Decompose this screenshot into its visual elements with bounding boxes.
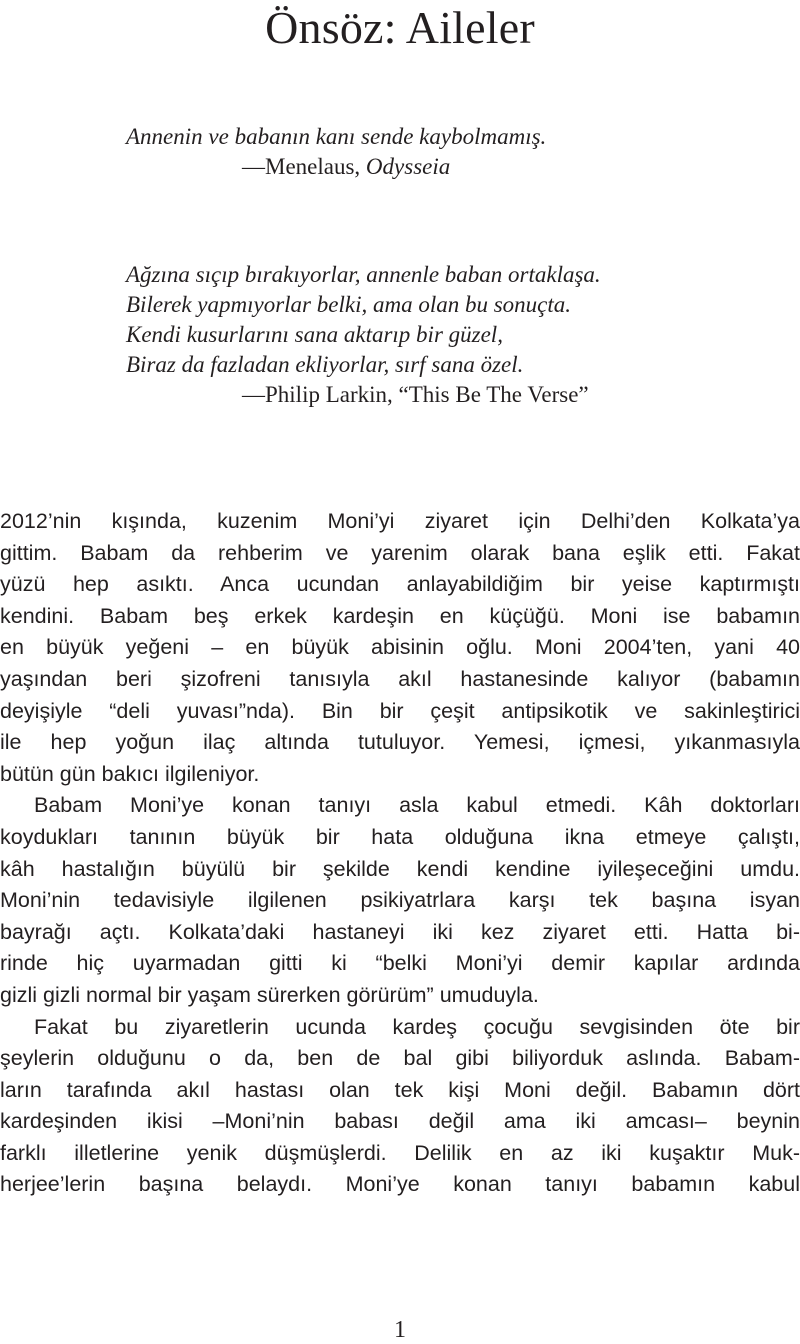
- epigraph-attribution: [126, 380, 780, 410]
- body-line: koydukları tanının büyük bir hata olduğuna ikna etmeye çalıştı,: [0, 824, 800, 849]
- body-line: gizli gizli normal bir yaşam sürerken görürüm” umuduyla.: [0, 982, 539, 1007]
- body-line: kardeşinden ikisi –Moni’nin babası değil ama iki amcası– beynin: [0, 1109, 800, 1134]
- body-line: bayrağı açtı. Kolkata’daki hastaneyi iki kez ziyaret etti. Hatta bi-: [0, 919, 800, 944]
- body-line: gittim. Babam da rehberim ve yarenim olarak bana eşlik etti. Fakat: [0, 540, 800, 565]
- body-line: ların tarafında akıl hastası olan tek kişi Moni değil. Babamın dört: [0, 1077, 800, 1102]
- attribution-author: —Menelaus,: [242, 154, 366, 179]
- epigraph-line: Biraz da fazladan ekliyorlar, sırf sana özel.: [126, 352, 524, 377]
- epigraph-odysseia: [126, 122, 780, 182]
- attribution-work: Odysseia: [365, 154, 451, 179]
- body-line: herjee’lerin başına belaydı. Moni’ye konan tanıyı babamın kabul: [0, 1172, 800, 1197]
- body-line: Fakat bu ziyaretlerin ucunda kardeş çocuğu sevgisinden öte bir: [34, 1014, 800, 1039]
- epigraph-line: Bilerek yapmıyorlar belki, ama olan bu sonuçta.: [126, 292, 572, 317]
- body-line: ile hep yoğun ilaç altında tutuluyor. Yemesi, içmesi, yıkanmasıyla: [0, 730, 800, 755]
- body-line: yüzü hep asıktı. Anca ucundan anlayabildiğim bir yeise kaptırmıştı: [0, 572, 800, 597]
- body-line: 2012’nin kışında, kuzenim Moni’yi ziyaret için Delhi’den Kolkata’ya: [0, 509, 800, 533]
- body-line: farklı illetlerine yenik düşmüşlerdi. Delilik en az iki kuşaktır Muk-: [0, 1140, 800, 1165]
- epigraph-attribution: [126, 152, 780, 182]
- chapter-title: Önsöz: Aileler: [265, 2, 535, 53]
- epigraph-line: Ağzına sıçıp bırakıyorlar, annenle baban ortaklaşa.: [126, 262, 601, 287]
- attribution-author: —Philip Larkin, “This Be The Verse”: [242, 382, 589, 407]
- body-line: kendini. Babam beş erkek kardeşin en küçüğü. Moni ise babamın: [0, 603, 800, 628]
- body-line: yaşından beri şizofreni tanısıyla akıl hastanesinde kalıyor (babamın: [0, 666, 800, 691]
- body-line: Moni’nin tedavisiyle ilgilenen psikiyatrlara karşı tek başına isyan: [0, 888, 800, 913]
- body-line: şeylerin olduğunu o da, ben de bal gibi biliyorduk aslında. Babam-: [0, 1046, 800, 1071]
- body-line: Babam Moni’ye konan tanıyı asla kabul etmedi. Kâh doktorları: [34, 793, 800, 818]
- epigraph-line: Kendi kusurlarını sana aktarıp bir güzel,: [126, 322, 503, 347]
- epigraph-larkin: [126, 260, 780, 410]
- body-line: bütün gün bakıcı ilgileniyor.: [0, 761, 260, 786]
- page-number: 1: [394, 1317, 406, 1343]
- body-text: [0, 506, 800, 1201]
- body-line: kâh hastalığın büyülü bir şekilde kendi kendine iyileşeceğini umdu.: [0, 856, 800, 881]
- epigraph-line: Annenin ve babanın kanı sende kaybolmamış.: [126, 124, 547, 149]
- body-line: deyişiyle “deli yuvası”nda). Bin bir çeşit antipsikotik ve sakinleştirici: [0, 698, 800, 723]
- body-line: en büyük yeğeni – en büyük abisinin oğlu. Moni 2004’ten, yani 40: [0, 635, 800, 660]
- body-line: rinde hiç uyarmadan gitti ki “belki Moni’yi demir kapılar ardında: [0, 951, 800, 976]
